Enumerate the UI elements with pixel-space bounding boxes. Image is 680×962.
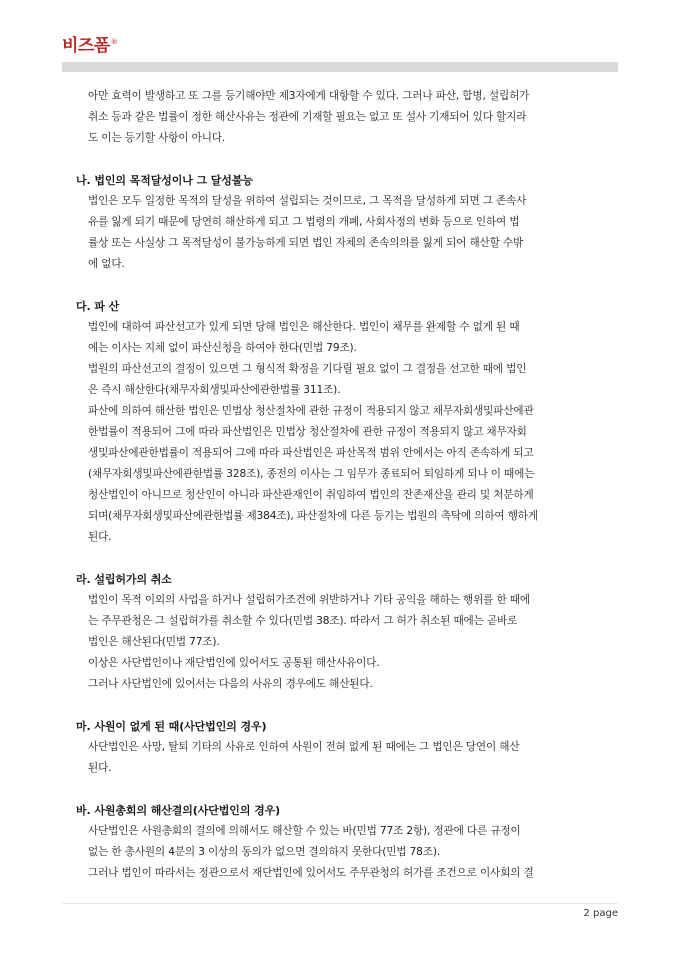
text-line: 된다.	[88, 762, 112, 774]
text-line: 법인이 목적 이외의 사업을 하거나 설립허가조건에 위반하거나 기타 공익을 해하는 행위를 한 때에	[88, 594, 530, 606]
section-ma	[62, 716, 618, 779]
text-line: 은 즉시 해산한다(채무자회생및파산에관한법률 311조).	[88, 384, 341, 396]
page-number: 2 page	[583, 908, 618, 919]
spacer	[62, 149, 618, 170]
registered-mark: ®	[110, 38, 118, 46]
spacer	[62, 695, 618, 716]
spacer	[62, 548, 618, 569]
text-line: 생및파산에관한법률이 적용되어 그에 따라 파산법인은 파산목적 범위 안에서는 아직 존속하게 되고	[88, 447, 534, 459]
spacer	[62, 275, 618, 296]
text-line: 없는 한 총사원의 4분의 3 이상의 동의가 없으면 결의하지 못한다(민법 78조).	[88, 846, 441, 858]
bizform-logo	[62, 35, 118, 59]
text-line: 사단법인은 사원총회의 결의에 의해서도 해산할 수 있는 바(민법 77조 2항), 정관에 다른 규정이	[88, 825, 521, 837]
text-line: 도 이는 등기할 사항이 아니다.	[88, 132, 226, 144]
text-line: 사단법인은 사망, 탈퇴 기타의 사유로 인하여 사원이 전혀 없게 된 때에는 그 법인은 당연이 해산	[88, 741, 520, 753]
text-line: 그러나 법인이 따라서는 정관으로서 재단법인에 있어서도 주무관청의 허가를 조건으로 이사회의 결	[88, 867, 534, 879]
section-ra	[62, 569, 618, 695]
text-line: 한법률이 적용되어 그에 따라 파산법인은 민법상 청산절차에 관한 규정이 적용되지 않고 채무자회	[88, 426, 527, 438]
section-heading: 마. 사원이 없게 된 때(사단법인의 경우)	[76, 720, 267, 733]
text-line: 되며(채무자회생및파산에관한법률 제384조), 파산절차에 다른 등기는 법원의 촉탁에 의하여 행하게	[88, 510, 538, 522]
text-line: 법인은 모두 일정한 목적의 달성을 위하여 설립되는 것이므로, 그 목적을 달성하게 되면 그 존속사	[88, 195, 527, 207]
text-line: 법인에 대하여 파산선고가 있게 되면 당해 법인은 해산한다. 법인이 채무를 완제할 수 없게 된 때	[88, 321, 520, 333]
text-line: 그러나 사단법인에 있어서는 다음의 사유의 경우에도 해산된다.	[88, 678, 373, 690]
text-line: 유를 잃게 되기 때문에 당연히 해산하게 되고 그 법령의 개폐, 사회사정의 변화 등으로 인하여 법	[88, 216, 520, 228]
text-line: 법원의 파산선고의 결정이 있으면 그 형식적 확정을 기다릴 필요 없이 그 결정을 선고한 때에 법인	[88, 363, 527, 375]
text-line: 률상 또는 사실상 그 목적달성이 불가능하게 되면 법인 자체의 존속의의를 잃게 되어 해산할 수밖	[88, 237, 524, 249]
text-line: 에 없다.	[88, 258, 125, 270]
section-ba	[62, 800, 618, 884]
text-line: 법인은 해산된다(민법 77조).	[88, 636, 220, 648]
document-body	[62, 86, 618, 884]
text-line: 는 주무관청은 그 설립허가를 취소할 수 있다(민법 38조). 따라서 그 허가 취소된 때에는 곧바로	[88, 615, 518, 627]
section-heading: 라. 설립허가의 취소	[76, 573, 172, 586]
logo-text: 비즈폼	[62, 36, 110, 56]
section-heading: 나. 법인의 목적달성이나 그 달성불능	[76, 174, 253, 187]
text-line: 된다.	[88, 531, 112, 543]
section-da	[62, 296, 618, 548]
text-line: 이상은 사단법인이나 재단법인에 있어서도 공통된 해산사유이다.	[88, 657, 380, 669]
header-bar	[62, 62, 618, 72]
intro-paragraph	[62, 86, 618, 149]
text-line: 파산에 의하여 해산한 법인은 민법상 청산절차에 관한 규정이 적용되지 않고 채무자회생및파산에관	[88, 405, 534, 417]
text-line: 에는 이사는 지체 없이 파산신청을 하여야 한다(민법 79조).	[88, 342, 357, 354]
spacer	[62, 779, 618, 800]
section-heading: 다. 파 산	[76, 300, 120, 313]
text-line: 취소 등과 같은 법률이 정한 해산사유는 정관에 기재할 필요는 없고 또 설사 기재되어 있다 할지라	[88, 111, 527, 123]
text-line: (채무자회생및파산에관한법률 328조), 종전의 이사는 그 임무가 종료되어 퇴임하게 되나 이 때에는	[88, 468, 535, 480]
section-heading: 바. 사원총회의 해산결의(사단법인의 경우)	[76, 804, 281, 817]
text-line: 아만 효력이 발생하고 또 그를 등기해야만 제3자에게 대항할 수 있다. 그러나 파산, 합병, 설립허가	[88, 90, 530, 102]
section-na	[62, 170, 618, 275]
text-line: 청산법인이 아니므로 청산인이 아니라 파산관재인이 취임하여 법인의 잔존재산을 관리 및 처분하게	[88, 489, 534, 501]
footer-divider	[62, 903, 618, 904]
